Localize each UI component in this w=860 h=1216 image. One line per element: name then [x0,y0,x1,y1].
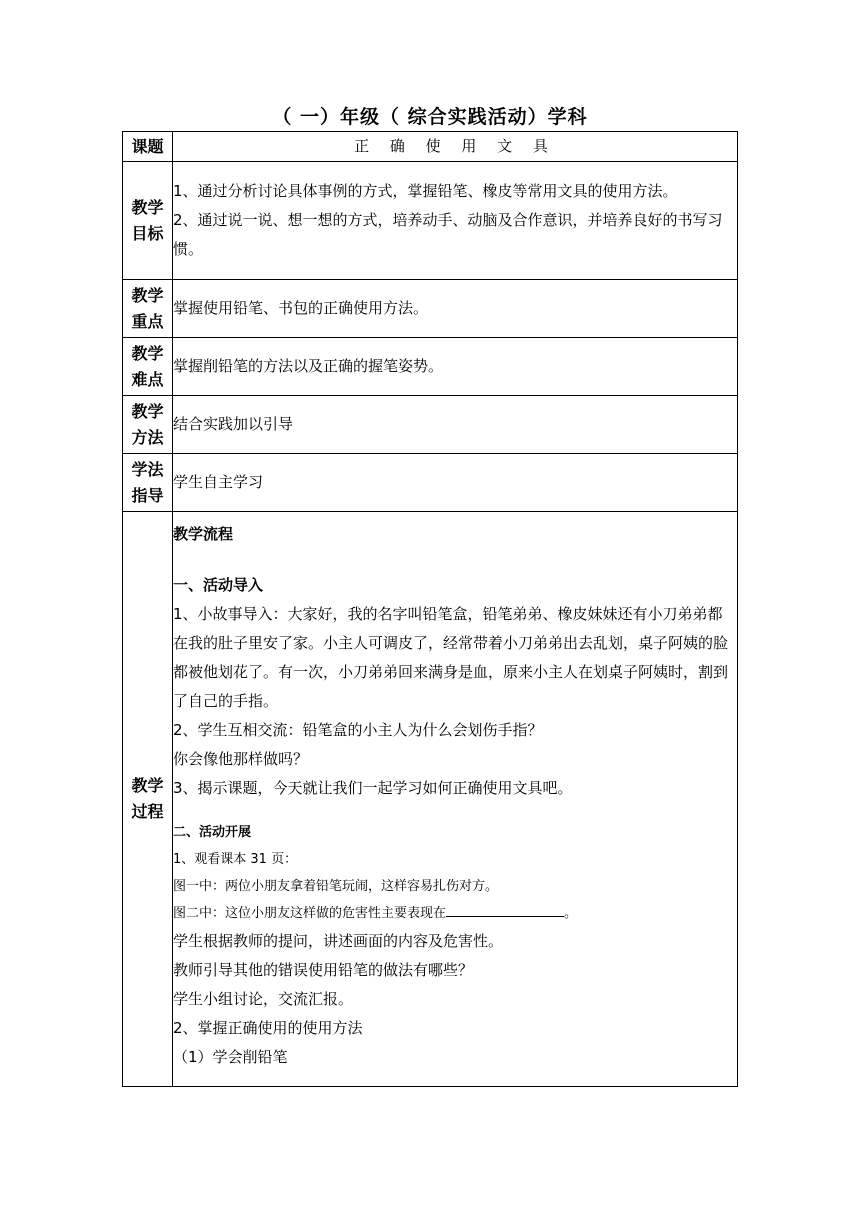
blank-suffix: 。 [564,906,578,921]
label-guidance-text: 学法指导 [131,459,164,505]
row-method [123,396,738,454]
label-difficulties [123,338,173,396]
row-difficulties [123,338,738,396]
label-method-text: 教学方法 [131,401,164,447]
process-value [173,512,738,1087]
section1-line-2: 2、学生互相交流：铅笔盒的小主人为什么会划伤手指？ [173,721,543,739]
row-process [123,512,738,1087]
label-process-text: 教学过程 [131,776,164,821]
section2-line-1: 学生根据教师的提问，讲述画面的内容及危害性。 [173,932,504,950]
section2-line-3: 学生小组讨论，交流汇报。 [173,990,354,1008]
section2-line-2: 教师引导其他的错误使用铅笔的做法有哪些？ [173,961,474,979]
section2-line-5: （1）学会削铅笔 [173,1048,288,1066]
blank-prefix: 图二中：这位小朋友这样做的危害性主要表现在 [173,906,447,921]
section2-line-4: 2、掌握正确使用的使用方法 [173,1019,363,1037]
label-goals-text: 教学目标 [131,197,164,243]
guidance-value: 学生自主学习 [173,454,738,512]
label-key-points-text: 教学重点 [131,285,164,331]
difficulties-value: 掌握削铅笔的方法以及正确的握笔姿势。 [173,338,738,396]
label-difficulties-text: 教学难点 [131,343,164,389]
label-topic: 课题 [123,132,173,162]
method-value: 结合实践加以引导 [173,396,738,454]
process-heading: 教学流程 [173,525,234,543]
section2-title: 二、活动开展 [173,825,252,840]
section2-small-1: 1、观看课本 31 页： [173,852,298,867]
page-title: （ 一）年级（ 综合实践活动）学科 [272,106,588,128]
section1-line-1: 1、小故事导入：大家好，我的名字叫铅笔盒，铅笔弟弟、橡皮妹妹还有小刀弟弟都在我的肚子里安了家。小主人可调皮了，经常带着小刀弟弟出去乱划，桌子阿姨的脸都被他划花了。有一次，小刀弟弟回来满身是血，原来小主人在划桌子阿姨时，割到了自己的手指。 [173,605,729,710]
key-points-value: 掌握使用铅笔、书包的正确使用方法。 [173,280,738,338]
label-method [123,396,173,454]
goals-value [173,162,738,280]
row-guidance [123,454,738,512]
label-key-points [123,280,173,338]
label-goals [123,162,173,280]
section2-small-2: 图一中：两位小朋友拿着铅笔玩闹，这样容易扎伤对方。 [173,879,499,894]
row-goals [123,162,738,280]
topic-value: 正 确 使 用 文 具 [173,132,738,162]
label-guidance [123,454,173,512]
section1-line-3: 你会像他那样做吗？ [173,750,309,768]
row-topic [123,132,738,162]
goal-line-2: 2、通过说一说、想一想的方式，培养动手、动脑及合作意识，并培养良好的书写习惯。 [173,211,723,258]
goal-line-1: 1、通过分析讨论具体事例的方式，掌握铅笔、橡皮等常用文具的使用方法。 [173,182,678,200]
section2-blank-line [173,900,737,927]
row-key-points [123,280,738,338]
section1-line-4: 3、揭示课题，今天就让我们一起学习如何正确使用文具吧。 [173,779,573,797]
label-process [123,512,173,1087]
section1-title: 一、活动导入 [173,576,264,594]
answer-blank [446,902,564,917]
lesson-plan-table [122,131,738,1087]
